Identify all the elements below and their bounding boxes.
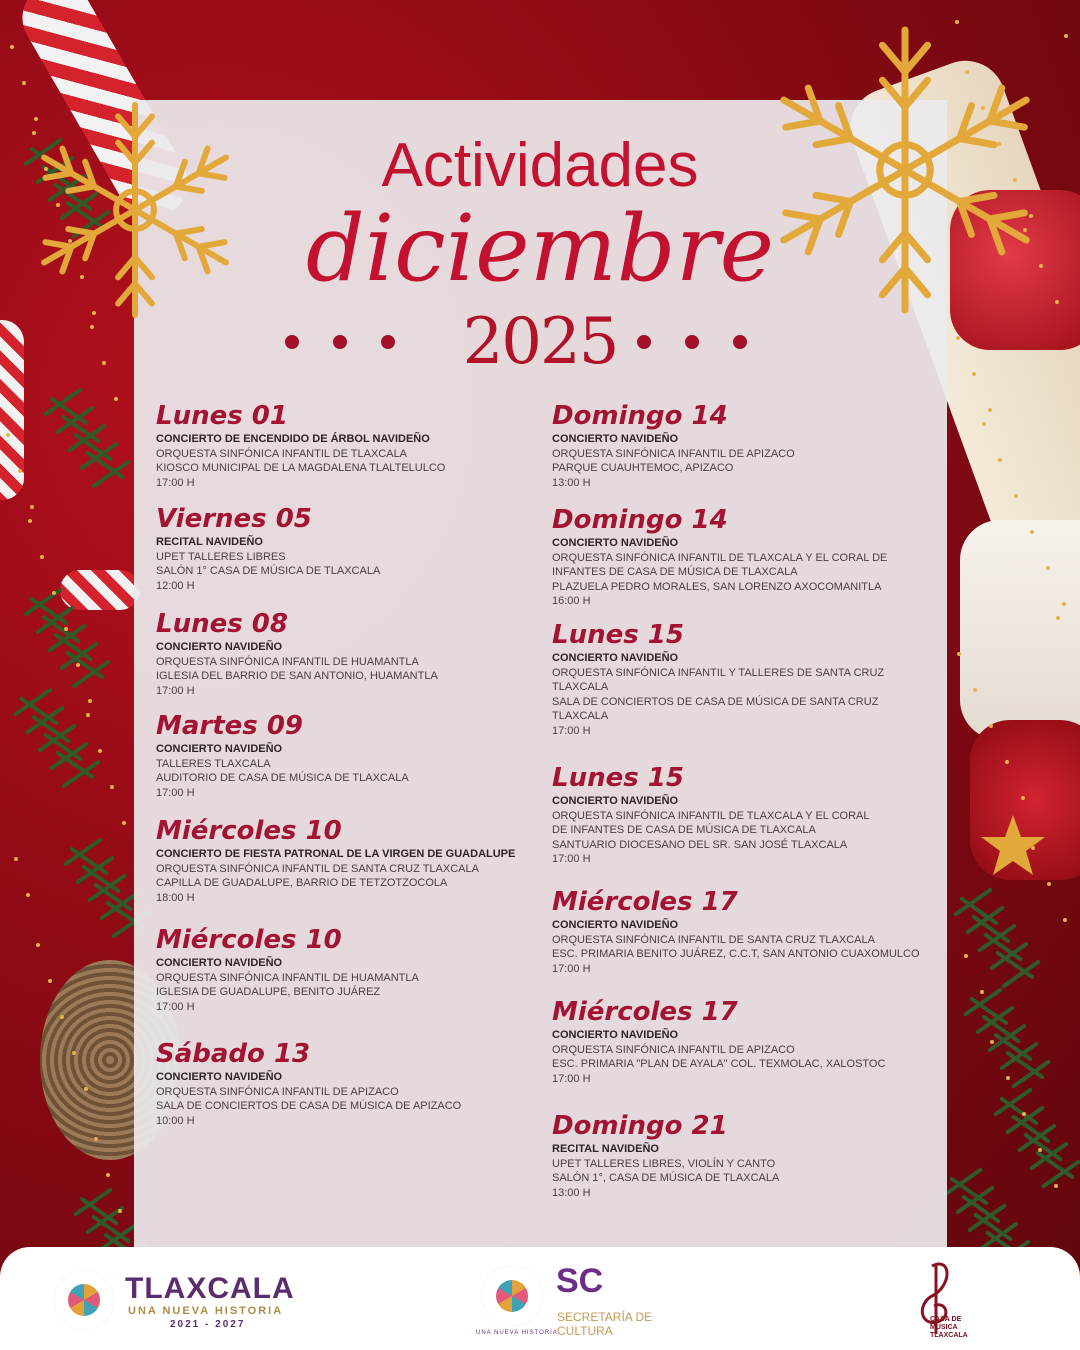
event-detail: ORQUESTA SINFÓNICA INFANTIL DE APIZACO (552, 1043, 795, 1056)
event-title: CONCIERTO NAVIDEÑO (552, 652, 679, 664)
event-item (552, 400, 795, 490)
tlaxcala-slogan: UNA NUEVA HISTORIA (128, 1305, 284, 1317)
event-detail: INFANTES DE CASA DE MÚSICA DE TLAXCALA (552, 566, 798, 578)
event-item (156, 710, 409, 800)
event-day: Domingo 14 (552, 505, 728, 535)
event-detail: SALÓN 1° CASA DE MÚSICA DE TLAXCALA (156, 565, 381, 577)
event-detail: SALA DE CONCIERTOS DE CASA DE MÚSICA DE SANTA CRUZ (552, 695, 879, 708)
event-item (156, 924, 419, 1014)
event-title: RECITAL NAVIDEÑO (156, 536, 263, 548)
event-time: 17:00 H (156, 476, 195, 489)
event-time: 17:00 H (156, 684, 195, 697)
event-title: CONCIERTO DE FIESTA PATRONAL DE LA VIRGEN DE GUADALUPE (156, 848, 516, 860)
event-day: Lunes 15 (552, 620, 684, 650)
tlaxcala-years: 2021 - 2027 (170, 1319, 246, 1330)
event-detail: ORQUESTA SINFÓNICA INFANTIL DE SANTA CRUZ TLAXCALA (552, 933, 875, 946)
event-title: CONCIERTO NAVIDEÑO (156, 641, 283, 653)
event-item (156, 1038, 461, 1128)
event-day: Lunes 08 (156, 609, 288, 639)
tlaxcala-logo-icon (54, 1270, 114, 1330)
event-day: Domingo 14 (552, 401, 728, 431)
event-detail: ORQUESTA SINFÓNICA INFANTIL DE SANTA CRUZ TLAXCALA (156, 862, 479, 875)
title-year: 2025 (462, 305, 618, 379)
event-detail: PLAZUELA PEDRO MORALES, SAN LORENZO AXOCOMANITLA (552, 580, 882, 593)
event-title: CONCIERTO NAVIDEÑO (552, 537, 679, 549)
event-time: 16:00 H (552, 595, 591, 607)
event-time: 10:00 H (156, 1114, 195, 1127)
event-detail: UPET TALLERES LIBRES (156, 550, 286, 563)
event-detail: PARQUE CUAUHTEMOC, APIZACO (552, 462, 734, 474)
event-day: Miércoles 10 (156, 925, 342, 955)
event-title: CONCIERTO NAVIDEÑO (156, 1071, 283, 1083)
event-detail: ORQUESTA SINFÓNICA INFANTIL DE TLAXCALA (156, 447, 408, 460)
event-day: Sábado 13 (156, 1039, 311, 1069)
event-detail: TLAXCALA (552, 710, 609, 722)
event-title: CONCIERTO NAVIDEÑO (552, 795, 679, 807)
decorative-dots-right (637, 335, 747, 349)
event-detail: ESC. PRIMARIA "PLAN DE AYALA" COL. TEXMOLAC, XALOSTOC (552, 1058, 886, 1070)
event-detail: SANTUARIO DIOCESANO DEL SR. SAN JOSÉ TLAXCALA (552, 838, 848, 851)
star-icon (978, 812, 1048, 882)
event-detail: TLAXCALA (552, 681, 609, 693)
event-detail: TALLERES TLAXCALA (156, 757, 271, 770)
event-title: CONCIERTO NAVIDEÑO (552, 919, 679, 931)
event-detail: ORQUESTA SINFÓNICA INFANTIL DE HUAMANTLA (156, 655, 419, 668)
event-item (552, 619, 884, 738)
event-day: Domingo 21 (552, 1111, 728, 1141)
event-detail: UPET TALLERES LIBRES, VIOLÍN Y CANTO (552, 1157, 776, 1170)
event-time: 17:00 H (156, 786, 195, 799)
event-detail: ORQUESTA SINFÓNICA INFANTIL DE APIZACO (156, 1085, 399, 1098)
santa-hat-fur (960, 520, 1080, 740)
event-time: 17:00 H (552, 962, 591, 975)
event-day: Miércoles 10 (156, 816, 342, 846)
event-day: Viernes 05 (156, 504, 312, 534)
event-title: CONCIERTO NAVIDEÑO (156, 957, 283, 969)
event-item (552, 886, 920, 976)
sc-slogan: UNA NUEVA HISTORIA (476, 1330, 558, 1336)
event-detail: IGLESIA DEL BARRIO DE SAN ANTONIO, HUAMANTLA (156, 670, 438, 682)
event-detail: SALÓN 1°, CASA DE MÚSICA DE TLAXCALA (552, 1172, 780, 1184)
event-item (156, 608, 438, 698)
event-item (552, 996, 885, 1086)
event-title: CONCIERTO NAVIDEÑO (552, 433, 679, 445)
event-detail: AUDITORIO DE CASA DE MÚSICA DE TLAXCALA (156, 772, 409, 784)
event-title: CONCIERTO DE ENCENDIDO DE ÁRBOL NAVIDEÑO (156, 433, 430, 445)
event-detail: ORQUESTA SINFÓNICA INFANTIL DE TLAXCALA Y EL CORAL (552, 809, 870, 822)
event-day: Lunes 01 (156, 401, 288, 431)
event-day: Lunes 15 (552, 763, 684, 793)
event-item (156, 815, 515, 905)
event-item (552, 504, 887, 609)
event-title: CONCIERTO NAVIDEÑO (156, 743, 283, 755)
event-time: 13:00 H (552, 476, 591, 489)
event-detail: SALA DE CONCIERTOS DE CASA DE MÚSICA DE APIZACO (156, 1100, 462, 1112)
event-time: 12:00 H (156, 579, 195, 592)
event-title: RECITAL NAVIDEÑO (552, 1143, 659, 1155)
event-detail: ESC. PRIMARIA BENITO JUÁREZ, C.C.T, SAN ANTONIO CUAXOMULCO (552, 948, 920, 960)
event-time: 17:00 H (156, 1000, 195, 1013)
event-detail: DE INFANTES DE CASA DE MÚSICA DE TLAXCALA (552, 824, 816, 836)
event-detail: ORQUESTA SINFÓNICA INFANTIL DE TLAXCALA Y EL CORAL DE (552, 551, 888, 564)
event-item (552, 1110, 779, 1200)
event-day: Martes 09 (156, 711, 304, 741)
title-month: diciembre (305, 195, 775, 302)
tlaxcala-name: TLAXCALA (125, 1272, 295, 1305)
event-detail: ORQUESTA SINFÓNICA INFANTIL Y TALLERES DE SANTA CRUZ (552, 666, 885, 679)
event-time: 13:00 H (552, 1186, 591, 1199)
casa-musica-label: CASA DE MÚSICA TLAXCALA (930, 1316, 968, 1339)
sc-name: SECRETARÍA DE CULTURA (557, 1310, 653, 1338)
event-time: 17:00 H (552, 724, 591, 737)
event-time: 17:00 H (552, 853, 591, 865)
event-time: 18:00 H (156, 891, 195, 904)
candy-cane (60, 570, 140, 610)
event-item (552, 762, 869, 867)
event-item (156, 503, 380, 593)
event-detail: ORQUESTA SINFÓNICA INFANTIL DE APIZACO (552, 447, 795, 460)
event-detail: CAPILLA DE GUADALUPE, BARRIO DE TETZOTZOCOLA (156, 877, 448, 889)
event-time: 17:00 H (552, 1072, 591, 1085)
event-day: Miércoles 17 (552, 997, 738, 1027)
sc-acronym: SC (556, 1262, 604, 1300)
sc-flower-logo-icon (482, 1266, 542, 1326)
event-item (156, 400, 445, 490)
event-detail: IGLESIA DE GUADALUPE, BENITO JUÁREZ (156, 986, 381, 998)
event-detail: ORQUESTA SINFÓNICA INFANTIL DE HUAMANTLA (156, 971, 419, 984)
event-title: CONCIERTO NAVIDEÑO (552, 1029, 679, 1041)
event-day: Miércoles 17 (552, 887, 738, 917)
event-detail: KIOSCO MUNICIPAL DE LA MAGDALENA TLALTELULCO (156, 462, 446, 474)
title-actividades: Actividades (381, 131, 699, 200)
